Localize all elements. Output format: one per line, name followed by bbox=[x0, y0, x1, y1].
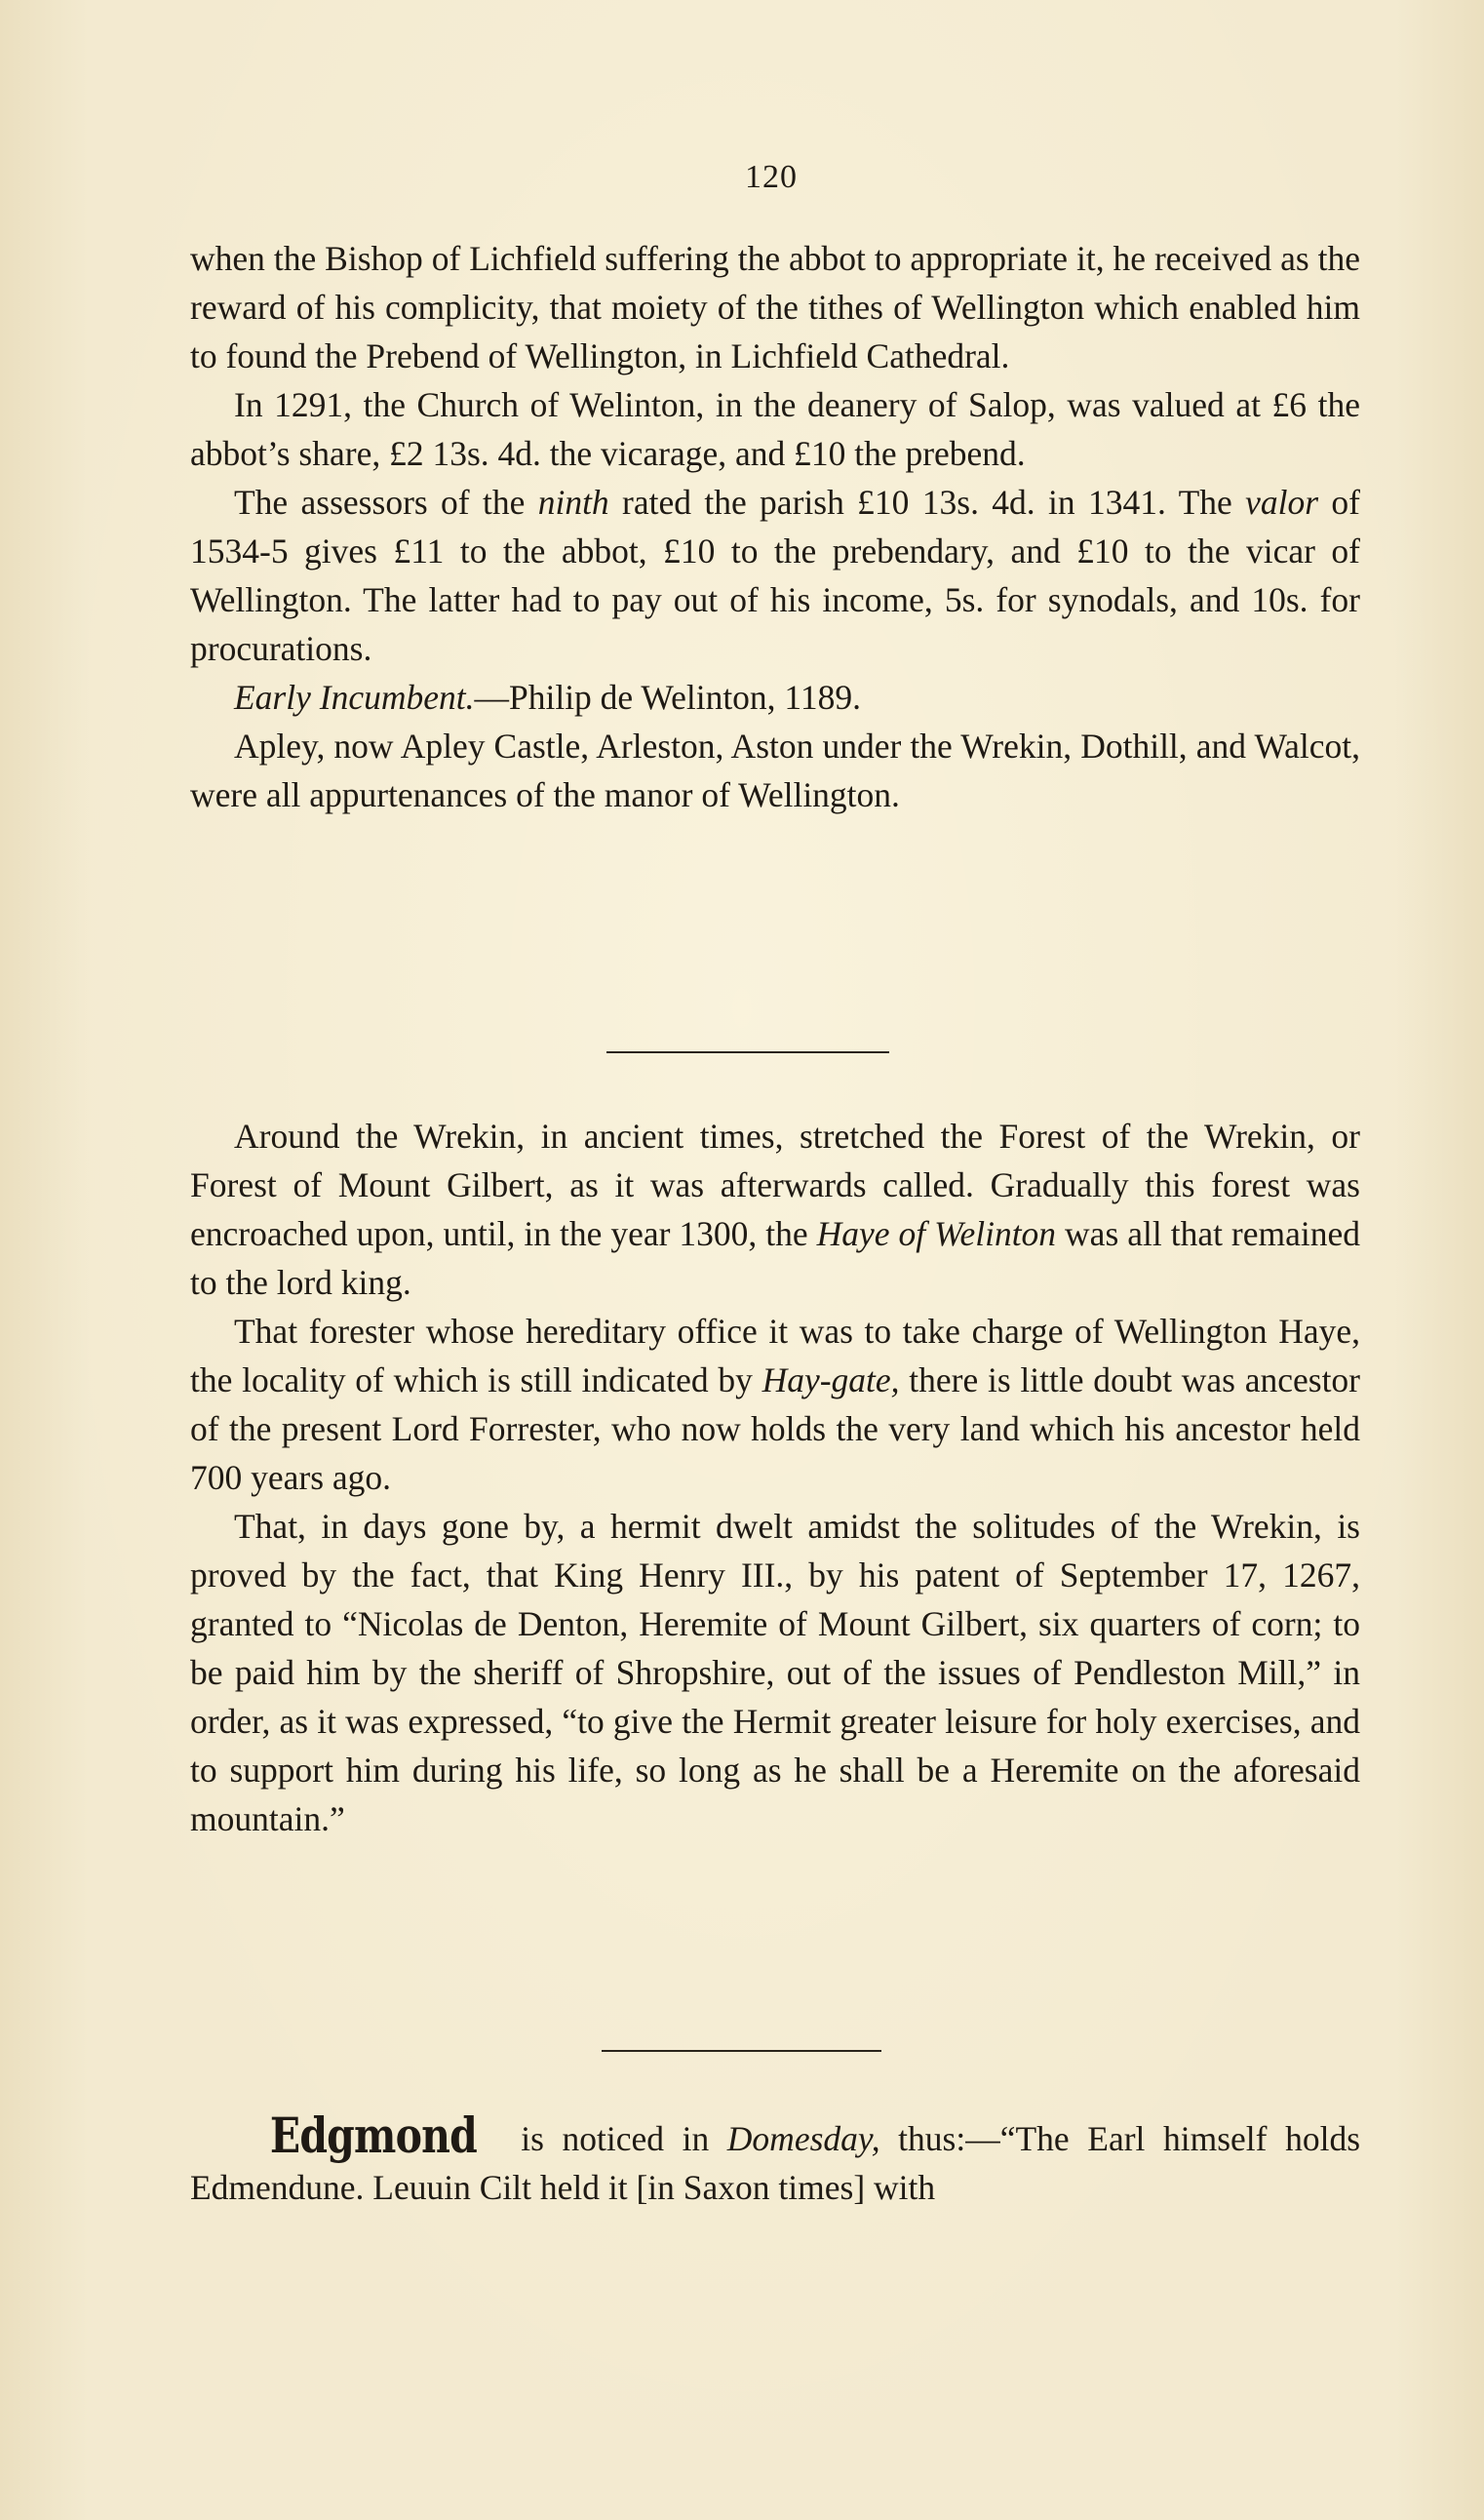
italic-ninth: ninth bbox=[537, 483, 609, 522]
italic-valor: valor bbox=[1245, 483, 1319, 522]
paragraph-valuation-1291: In 1291, the Church of Welinton, in the deanery of Salop, was valued at £6 the abbot’s share, £2 13s. 4d. the vicarage, and £10 the prebend. bbox=[190, 385, 1360, 473]
paragraph-edgmond bbox=[190, 2107, 1361, 2212]
section-wrekin-forest bbox=[190, 1112, 1360, 1843]
italic-domesday: Domesday, bbox=[726, 2119, 880, 2158]
page-number: 120 bbox=[745, 159, 798, 195]
text-run: is noticed in bbox=[502, 2119, 727, 2158]
section-edgmond bbox=[190, 2107, 1361, 2212]
text-run: Around the Wrekin, in ancient times, stretched the Forest of the Wrekin, or Forest of Mount Gilbert, as it was afterwards called. Gradually this forest was encroached upon, until, in the year 1300, the bbox=[190, 1117, 1360, 1253]
paragraph-continuation: when the Bishop of Lichfield suffering the abbot to appropriate it, he received as the reward of his complicity, that moiety of the tithes of Wellington which enabled him to found the Prebend of Wellington, in Lichfield Cathedral. bbox=[190, 239, 1360, 375]
section-divider bbox=[606, 1051, 889, 1053]
text-run: was all that remained to the lord king. bbox=[190, 1214, 1361, 1302]
text-run: thus:—“The Earl himself holds Edmendune. Leuuin Cilt held it [in Saxon times] with bbox=[190, 2119, 1361, 2207]
italic-early-incumbent: Early Incumbent. bbox=[234, 678, 475, 717]
paragraph-forester bbox=[190, 1307, 1360, 1502]
paragraph-early-incumbent bbox=[190, 673, 1360, 722]
text-run: —Philip de Welinton, 1189. bbox=[474, 678, 861, 717]
section-wellington-church bbox=[190, 234, 1360, 819]
text-run: of 1534-5 gives £11 to the abbot, £10 to the prebendary, and £10 to the vicar of Wellington. The latter had to pay out of his income, 5s. for synodals, and 10s. for procurations. bbox=[190, 483, 1361, 668]
paragraph-assessors bbox=[190, 478, 1360, 673]
section-divider bbox=[602, 2050, 881, 2052]
text-run: That forester whose hereditary office it was to take charge of Wellington Haye, the locality of which is still indicated by bbox=[190, 1312, 1360, 1399]
text-run: there is little doubt was ancestor of the present Lord Forrester, who now holds the very land which his ancestor held 700 years ago. bbox=[190, 1360, 1361, 1497]
text-run: The assessors of the bbox=[234, 483, 538, 522]
paragraph-appurtenances: Apley, now Apley Castle, Arleston, Aston under the Wrekin, Dothill, and Walcot, were all appurtenances of the manor of Wellington. bbox=[190, 727, 1360, 814]
paragraph-forest bbox=[190, 1112, 1360, 1307]
italic-haye-of-welinton: Haye of Welinton bbox=[816, 1214, 1057, 1253]
text-run: rated the parish £10 13s. 4d. in 1341. The bbox=[608, 483, 1246, 522]
edgmond-heading: Edgmond bbox=[269, 2107, 477, 2164]
italic-hay-gate: Hay-gate, bbox=[762, 1360, 900, 1399]
paragraph-hermit: That, in days gone by, a hermit dwelt amidst the solitudes of the Wrekin, is proved by the fact, that King Henry III., by his patent of September 17, 1267, granted to “Nicolas de Denton, Heremite of Mount Gilbert, six quarters of corn; to be paid him by the sheriff of Shropshire, out of the issues of Pendleston Mill,” in order, as it was expressed, “to give the Hermit greater leisure for holy exercises, and to support him during his life, so long as he shall be a Heremite on the aforesaid mountain.” bbox=[190, 1507, 1360, 1838]
